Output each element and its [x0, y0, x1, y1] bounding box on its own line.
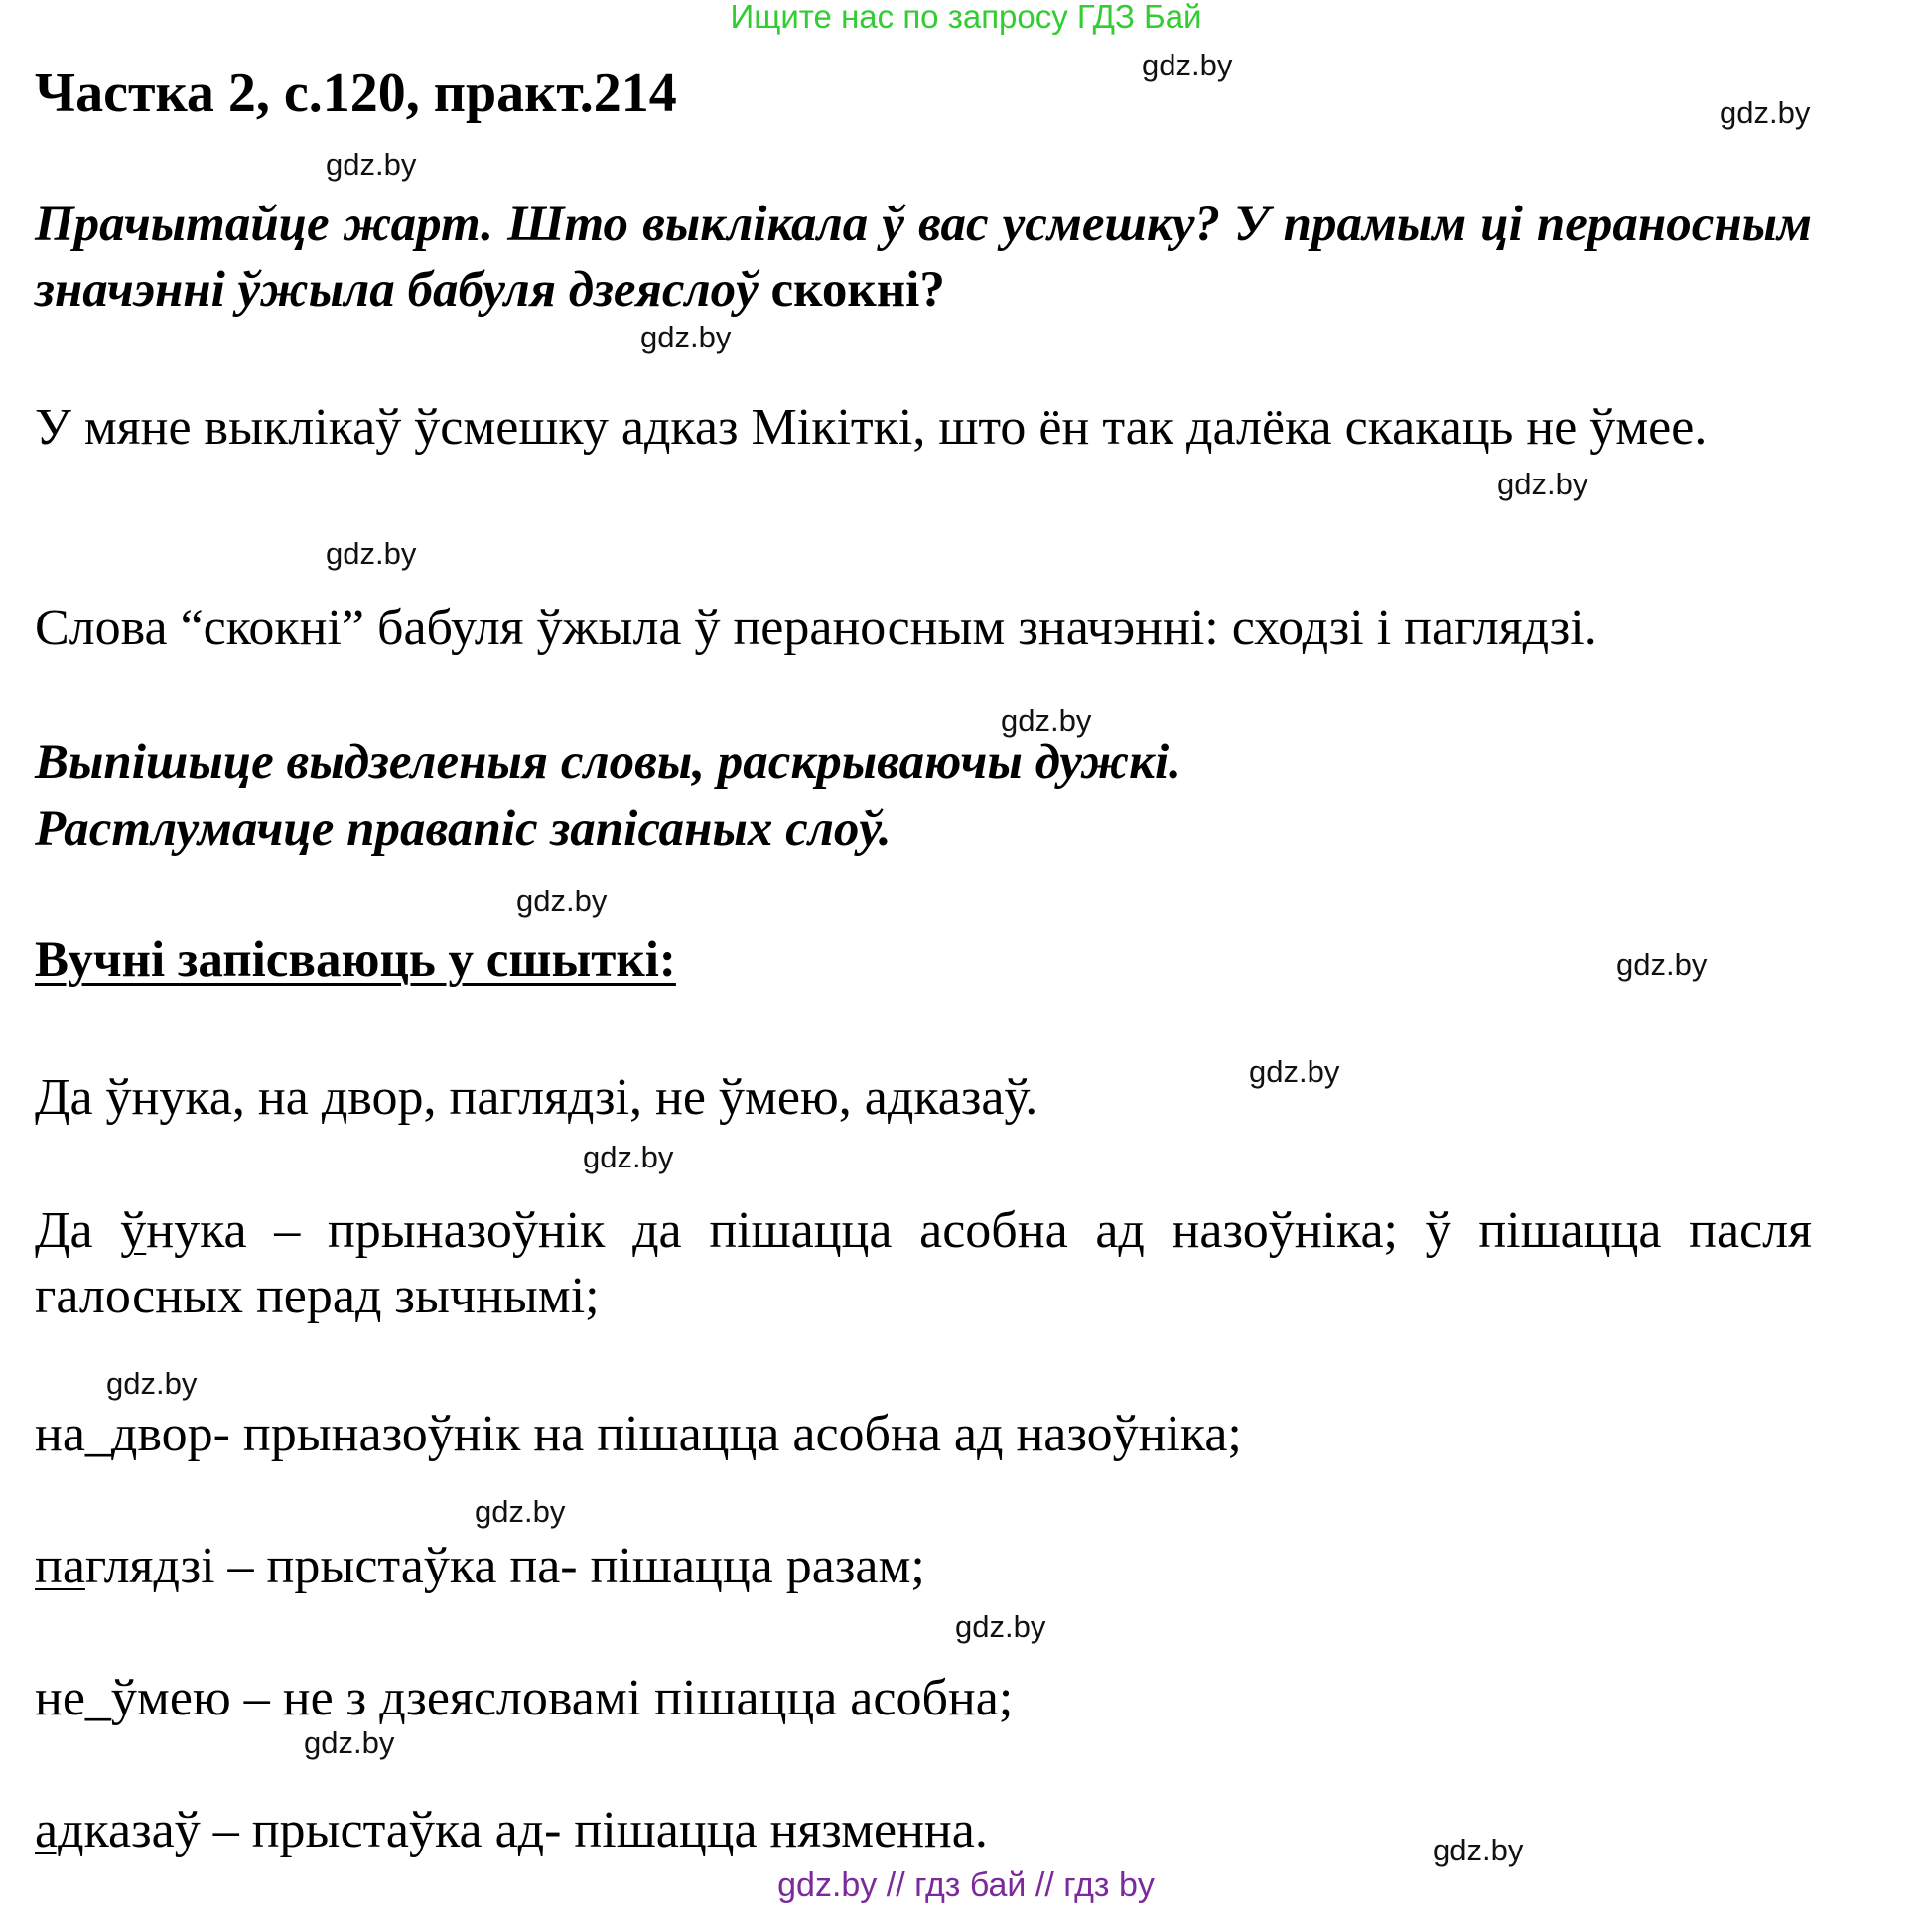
- task-2-line-1: Выпішыце выдзеленыя словы, раскрываючы дужкі.: [35, 735, 1181, 790]
- section-heading: Вучні запісваюць у сшыткі:: [35, 932, 676, 988]
- watermark: gdz.by: [326, 147, 417, 182]
- e3-post: глядзі – прыстаўка па- пішацца разам;: [84, 1538, 925, 1594]
- watermark: gdz.by: [106, 1366, 198, 1401]
- watermark: gdz.by: [1720, 95, 1811, 130]
- e3-underlined: па: [35, 1538, 85, 1594]
- top-banner: Ищите нас по запросу ГДЗ Бай: [730, 0, 1202, 35]
- explanation-5: [35, 1798, 1812, 1863]
- explanation-4: [35, 1666, 1812, 1731]
- words-line: Да ўнука, на двор, паглядзі, не ўмею, адказаў.: [35, 1069, 1038, 1126]
- watermark: gdz.by: [1616, 947, 1708, 982]
- e2-pre: на: [35, 1406, 85, 1462]
- e5-underlined: ад: [35, 1802, 84, 1858]
- e4-pre: не: [35, 1670, 85, 1726]
- explanation-1: [35, 1198, 1812, 1329]
- watermark: gdz.by: [1142, 48, 1233, 82]
- e1-underlined: ў: [120, 1202, 147, 1259]
- task-1-word: скокні?: [770, 262, 945, 318]
- watermark: gdz.by: [1249, 1054, 1340, 1089]
- watermark: gdz.by: [326, 536, 417, 571]
- watermark: gdz.by: [304, 1725, 395, 1760]
- watermark: gdz.by: [583, 1140, 674, 1174]
- e4-underlined: _ў: [84, 1670, 137, 1726]
- watermark: gdz.by: [1433, 1833, 1524, 1867]
- explanation-2: [35, 1402, 1812, 1467]
- e2-post: двор- прыназоўнік на пішацца асобна ад назоўніка;: [110, 1406, 1242, 1462]
- e2-underlined: _: [84, 1406, 111, 1462]
- e5-post: казаў – прыстаўка ад- пішацца нязменна.: [83, 1802, 988, 1858]
- e1-pre: Да: [35, 1202, 121, 1259]
- watermark: gdz.by: [1001, 703, 1092, 738]
- explanation-3: [35, 1534, 1812, 1599]
- page-title: Частка 2, с.120, практ.214: [35, 63, 677, 124]
- task-1-text: Прачытайце жарт. Што выклікала ў вас усмешку? У прамым ці пераносным значэнні ўжыла бабуля дзеяслоў: [35, 197, 1812, 318]
- watermark: gdz.by: [516, 884, 608, 918]
- watermark: gdz.by: [640, 320, 732, 354]
- e1-post: нука – прыназоўнік да пішацца асобна ад назоўніка; ў пішацца пасля галосных перад зычнымі;: [35, 1202, 1812, 1324]
- answer-2: Слова “скокні” бабуля ўжыла ў пераносным значэнні: сходзі і паглядзі.: [35, 600, 1597, 656]
- task-1-question: [35, 192, 1812, 323]
- answer-1: У мяне выклікаў ўсмешку адказ Мікіткі, што ён так далёка скакаць не ўмее.: [35, 399, 1708, 456]
- e4-post: мею – не з дзеясловамі пішацца асобна;: [136, 1670, 1014, 1726]
- footer-links: gdz.by // гдз бай // гдз by: [777, 1866, 1155, 1904]
- task-2-line-2: Растлумачце правапіс запісаных слоў.: [35, 801, 892, 857]
- watermark: gdz.by: [1497, 467, 1588, 501]
- watermark: gdz.by: [955, 1609, 1046, 1644]
- watermark: gdz.by: [475, 1494, 566, 1529]
